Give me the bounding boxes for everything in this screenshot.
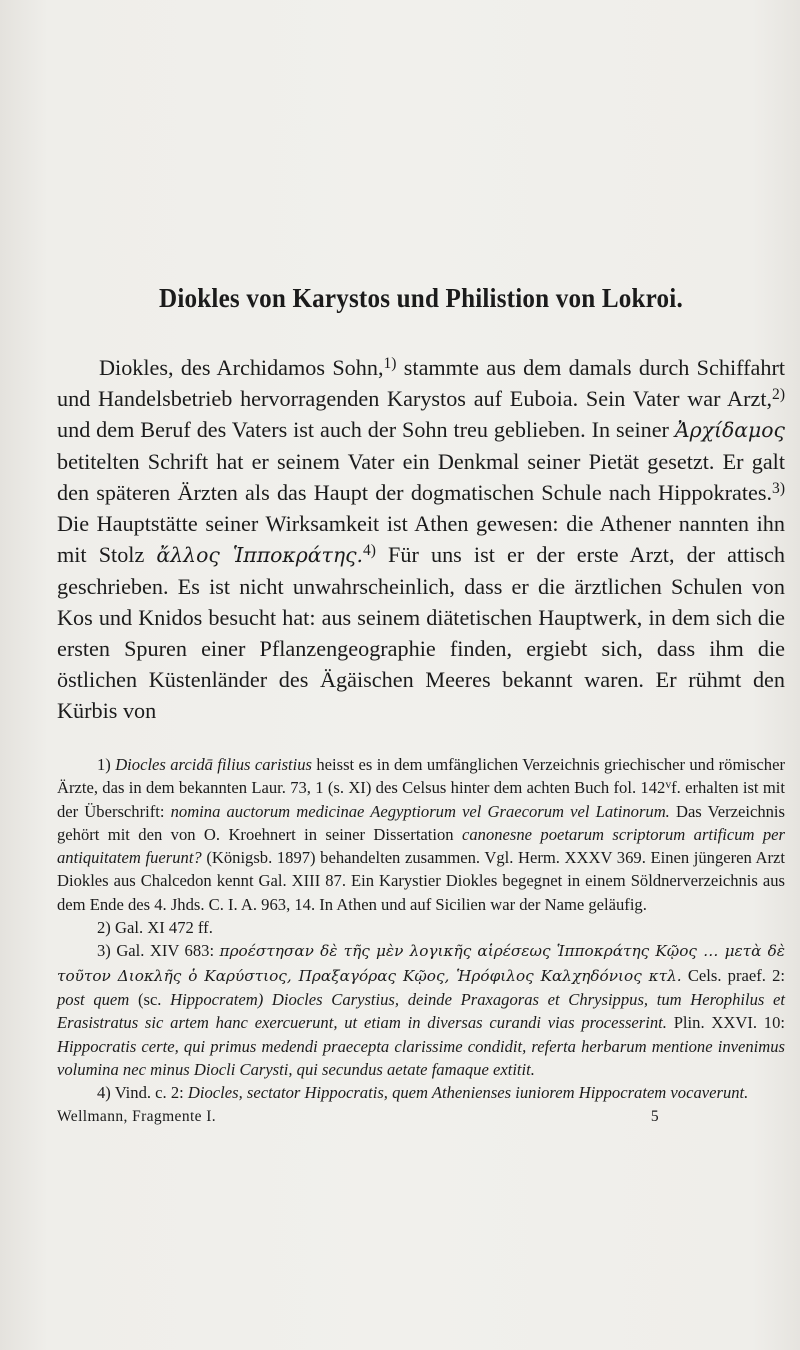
footnote-ref-1[interactable]: 1) — [383, 355, 397, 373]
body-text-2: stammte aus dem damals durch Schiffahrt und Handelsbetrieb hervorragenden Karystos auf Euboia. Sein Vater war Arzt, — [57, 355, 785, 411]
page-number: 5 — [650, 1108, 659, 1126]
footnote-3-italic-1: post quem — [57, 989, 130, 1009]
footnote-3-text-2: Cels. praef. 2: — [681, 965, 785, 985]
footnotes-section — [57, 753, 785, 1129]
footnote-ref-3[interactable]: 3) — [772, 480, 785, 498]
body-text-5: Die Hauptstätte seiner Wirksamkeit ist Athen gewesen: die Athener nannten ihn mit Stolz — [57, 511, 785, 567]
footnote-3-text-3: (sc. — [129, 989, 171, 1009]
footnote-1 — [57, 753, 785, 916]
footnote-4-italic-1: Diocles, sectator Hippocratis, quem Athenienses iuniorem Hippocratem vocaverunt. — [187, 1083, 749, 1103]
footnote-ref-2[interactable]: 2) — [772, 386, 785, 404]
footnote-4 — [57, 1081, 785, 1104]
footnote-1-text-3: Das Verzeichnis gehört mit den von O. Kroehnert in seiner Dissertation — [57, 801, 785, 844]
footnote-2-number: 2) — [97, 918, 111, 938]
footnote-3-text-1: Gal. XIV 683: — [116, 941, 220, 961]
footnote-1-italic-1: Diocles arcidā filius caristius — [115, 755, 313, 774]
greek-term-archidamos: Ἀρχίδαμος — [674, 418, 785, 442]
body-text-3: und dem Beruf des Vaters ist auch der Sohn treu geblieben. In seiner — [57, 417, 675, 442]
main-content — [57, 283, 785, 1129]
footnote-1-text-2: f. erhalten ist mit der Überschrift: — [57, 778, 785, 821]
greek-term-hippokrates: ἄλλος Ἱπποκράτης. — [156, 543, 363, 567]
body-paragraph — [57, 352, 785, 726]
footnote-3-text-4: Plin. XXVI. 10: — [666, 1013, 785, 1033]
footnote-3-italic-3: Hippocratis certe, qui primus medendi praecepta clarissime condidit, referta herbarum mentione invenimus volumina nec minus Diocli Carysti, qui secundus aetate famaque extitit. — [57, 1036, 785, 1079]
chapter-title: Diokles von Karystos und Philistion von Lokroi. — [159, 283, 683, 313]
footnote-4-number: 4) — [97, 1083, 111, 1103]
footnote-1-number: 1) — [97, 755, 111, 774]
body-text-1: Diokles, des Archidamos Sohn, — [99, 355, 384, 380]
footnote-1-text-1: heisst es in dem umfänglichen Verzeichnis griechischer und römischer Ärzte, das in dem bekannten Laur. 73, 1 (s. XI) des Celsus hinter dem achten Buch fol. 142 — [57, 755, 785, 798]
footnote-3-number: 3) — [97, 941, 111, 961]
page-footer — [57, 1105, 785, 1128]
footnote-2-text: Gal. XI 472 ff. — [114, 918, 213, 938]
footnote-1-text-4: (Königsb. 1897) behandelten zusammen. Vgl. Herm. XXXV 369. Einen jüngeren Arzt Diokles aus Chalcedon kennt Gal. XIII 87. Ein Karystier Diokles begegnet in einem Söldnerverzeichnis aus dem Ende des 4. Jhds. C. I. A. 963, 14. In Athen und auf Sicilien war der Name geläufig. — [57, 848, 785, 914]
footnote-2 — [57, 916, 785, 939]
signature-mark: Wellmann, Fragmente I. — [57, 1108, 217, 1126]
footnote-1-italic-2: nomina auctorum medicinae Aegyptiorum vel Graecorum vel Latinorum. — [170, 801, 670, 821]
footnote-3-italic-2: Hippocratem) Diocles Carystius, deinde Praxagoras et Chrysippus, tum Herophilus et Erasistratus sic artem hanc exercuerunt, ut etiam in diversas curandi vias processerint. — [57, 989, 785, 1033]
footnote-3-greek: προέστησαν δὲ τῆς μὲν λογικῆς αἱρέσεως Ἱπποκράτης Κῷος … μετὰ δὲ τοῦτον Διοκλῆς ὁ Καρύστιος, Πραξαγόρας Κῷος, Ἡρόφιλος Καλχηδόνιος κτλ. — [57, 942, 785, 985]
footnote-1-sup: v — [665, 778, 672, 792]
body-text-4: betitelten Schrift hat er seinem Vater ein Denkmal seiner Pietät gesetzt. Er galt den späteren Ärzten als das Haupt der dogmatischen Schule nach Hippokrates. — [57, 449, 785, 505]
body-text-6: Für uns ist er der erste Arzt, der attisch geschrieben. Es ist nicht unwahrscheinlich, dass er die ärztlichen Schulen von Kos und Knidos besucht hat: aus seinem diätetischen Hauptwerk, in dem sich die ersten Spuren einer Pflanzengeographie finden, ergiebt sich, dass ihm die östlichen Küstenländer des Ägäischen Meeres bekannt waren. Er rühmt den Kürbis von — [57, 542, 785, 723]
footnote-4-text-1: Vind. c. 2: — [114, 1083, 188, 1103]
footnote-ref-4[interactable]: 4) — [362, 542, 376, 560]
show-through-text — [0, 0, 800, 280]
footnote-3 — [57, 939, 785, 1081]
footnote-1-italic-3: canonesne poetarum scriptorum artificum per antiquitatem fuerunt? — [57, 824, 785, 868]
